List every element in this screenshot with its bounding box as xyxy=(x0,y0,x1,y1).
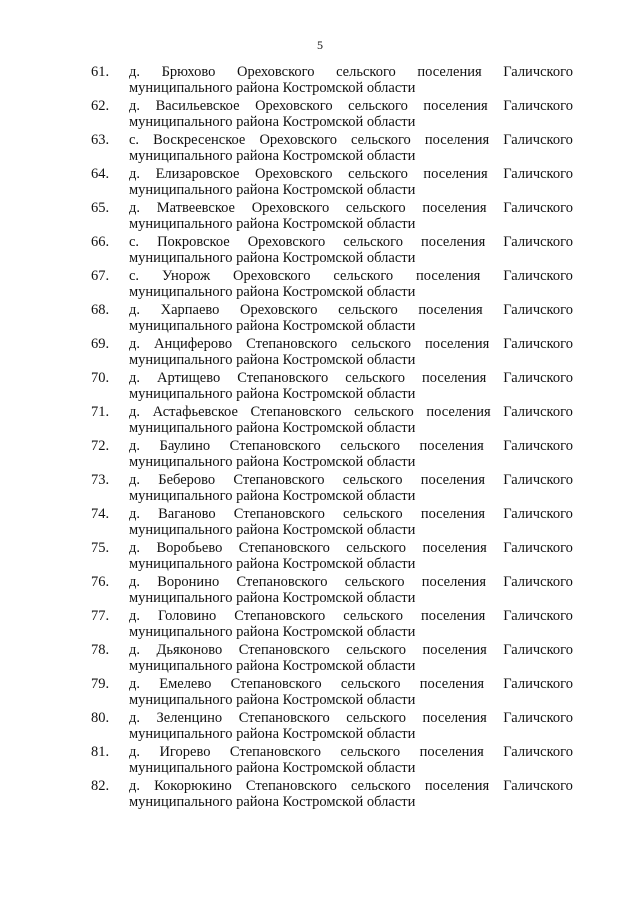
item-text-line1: д. Головино Степановского сельского поселения Галичского xyxy=(129,608,573,624)
item-text-line1: д. Беберово Степановского сельского поселения Галичского xyxy=(129,472,573,488)
item-number: 68. xyxy=(91,302,110,318)
item-text-line2: муниципального района Костромской области xyxy=(129,726,416,742)
item-text-line2: муниципального района Костромской области xyxy=(129,488,416,504)
item-text-line2: муниципального района Костромской области xyxy=(129,318,416,334)
item-text xyxy=(129,676,573,708)
item-text-line2: муниципального района Костромской области xyxy=(129,590,416,606)
list-item xyxy=(91,64,573,98)
item-number: 62. xyxy=(91,98,110,114)
page-number: 5 xyxy=(317,38,323,52)
item-text-line2: муниципального района Костромской области xyxy=(129,624,416,640)
list-item xyxy=(91,370,573,404)
list-item xyxy=(91,642,573,676)
item-text-line1: с. Покровское Ореховского сельского поселения Галичского xyxy=(129,234,573,250)
item-text-line2: муниципального района Костромской области xyxy=(129,794,416,810)
list-item xyxy=(91,710,573,744)
item-text-line2: муниципального района Костромской области xyxy=(129,386,416,402)
list-item xyxy=(91,608,573,642)
item-text xyxy=(129,438,573,470)
item-text-line1: д. Елизаровское Ореховского сельского поселения Галичского xyxy=(129,166,573,182)
item-text-line1: д. Харпаево Ореховского сельского поселения Галичского xyxy=(129,302,573,318)
item-number: 63. xyxy=(91,132,110,148)
item-number: 78. xyxy=(91,642,110,658)
item-text xyxy=(129,574,573,606)
list-item xyxy=(91,438,573,472)
item-number: 69. xyxy=(91,336,110,352)
list-item xyxy=(91,132,573,166)
item-text xyxy=(129,710,573,742)
item-text-line1: д. Астафьевское Степановского сельского поселения Галичского xyxy=(129,404,573,420)
item-text-line2: муниципального района Костромской области xyxy=(129,420,416,436)
item-text xyxy=(129,778,573,810)
item-text xyxy=(129,200,573,232)
item-text-line2: муниципального района Костромской области xyxy=(129,352,416,368)
list-item xyxy=(91,268,573,302)
item-text-line2: муниципального района Костромской области xyxy=(129,658,416,674)
item-text-line1: д. Брюхово Ореховского сельского поселения Галичского xyxy=(129,64,573,80)
item-text-line1: д. Кокорюкино Степановского сельского поселения Галичского xyxy=(129,778,573,794)
item-number: 76. xyxy=(91,574,110,590)
list-item xyxy=(91,472,573,506)
list-item xyxy=(91,540,573,574)
item-text xyxy=(129,234,573,266)
item-number: 65. xyxy=(91,200,110,216)
item-number: 72. xyxy=(91,438,110,454)
item-text xyxy=(129,472,573,504)
item-text-line1: д. Емелево Степановского сельского поселения Галичского xyxy=(129,676,573,692)
list-item xyxy=(91,302,573,336)
item-text-line1: д. Зеленцино Степановского сельского поселения Галичского xyxy=(129,710,573,726)
item-text-line2: муниципального района Костромской области xyxy=(129,114,416,130)
item-number: 67. xyxy=(91,268,110,284)
item-text xyxy=(129,64,573,96)
item-text-line1: д. Матвеевское Ореховского сельского поселения Галичского xyxy=(129,200,573,216)
list-item xyxy=(91,166,573,200)
list-item xyxy=(91,404,573,438)
item-text-line1: д. Воробьево Степановского сельского поселения Галичского xyxy=(129,540,573,556)
item-text-line1: д. Воронино Степановского сельского поселения Галичского xyxy=(129,574,573,590)
item-number: 66. xyxy=(91,234,110,250)
item-text xyxy=(129,404,573,436)
item-text xyxy=(129,540,573,572)
settlement-list xyxy=(91,64,573,812)
item-text-line2: муниципального района Костромской области xyxy=(129,522,416,538)
list-item xyxy=(91,778,573,812)
item-text xyxy=(129,642,573,674)
item-text-line2: муниципального района Костромской области xyxy=(129,216,416,232)
item-number: 61. xyxy=(91,64,110,80)
item-number: 79. xyxy=(91,676,110,692)
list-item xyxy=(91,574,573,608)
list-item xyxy=(91,676,573,710)
list-item xyxy=(91,744,573,778)
item-text xyxy=(129,132,573,164)
item-text-line1: д. Игорево Степановского сельского поселения Галичского xyxy=(129,744,573,760)
item-text xyxy=(129,506,573,538)
item-text-line2: муниципального района Костромской области xyxy=(129,250,416,266)
item-number: 75. xyxy=(91,540,110,556)
item-text-line2: муниципального района Костромской области xyxy=(129,284,416,300)
item-text xyxy=(129,166,573,198)
item-text-line1: д. Анциферово Степановского сельского поселения Галичского xyxy=(129,336,573,352)
item-number: 77. xyxy=(91,608,110,624)
item-text xyxy=(129,268,573,300)
item-number: 81. xyxy=(91,744,110,760)
item-number: 74. xyxy=(91,506,110,522)
item-text-line1: д. Дьяконово Степановского сельского поселения Галичского xyxy=(129,642,573,658)
item-text xyxy=(129,608,573,640)
item-text-line2: муниципального района Костромской области xyxy=(129,692,416,708)
item-text xyxy=(129,370,573,402)
item-number: 64. xyxy=(91,166,110,182)
item-text-line2: муниципального района Костромской области xyxy=(129,148,416,164)
item-text-line1: д. Баулино Степановского сельского поселения Галичского xyxy=(129,438,573,454)
item-text xyxy=(129,302,573,334)
item-text xyxy=(129,336,573,368)
item-text-line2: муниципального района Костромской области xyxy=(129,760,416,776)
item-text-line2: муниципального района Костромской области xyxy=(129,182,416,198)
item-number: 70. xyxy=(91,370,110,386)
item-text-line1: д. Васильевское Ореховского сельского поселения Галичского xyxy=(129,98,573,114)
item-number: 80. xyxy=(91,710,110,726)
item-text-line1: д. Артищево Степановского сельского поселения Галичского xyxy=(129,370,573,386)
list-item xyxy=(91,200,573,234)
item-number: 71. xyxy=(91,404,110,420)
list-item xyxy=(91,336,573,370)
item-number: 82. xyxy=(91,778,110,794)
list-item xyxy=(91,506,573,540)
item-text-line1: с. Унорож Ореховского сельского поселения Галичского xyxy=(129,268,573,284)
list-item xyxy=(91,234,573,268)
item-text-line2: муниципального района Костромской области xyxy=(129,80,416,96)
item-text xyxy=(129,98,573,130)
item-text-line1: с. Воскресенское Ореховского сельского поселения Галичского xyxy=(129,132,573,148)
item-number: 73. xyxy=(91,472,110,488)
item-text-line2: муниципального района Костромской области xyxy=(129,454,416,470)
list-item xyxy=(91,98,573,132)
item-text-line2: муниципального района Костромской области xyxy=(129,556,416,572)
item-text xyxy=(129,744,573,776)
item-text-line1: д. Ваганово Степановского сельского поселения Галичского xyxy=(129,506,573,522)
